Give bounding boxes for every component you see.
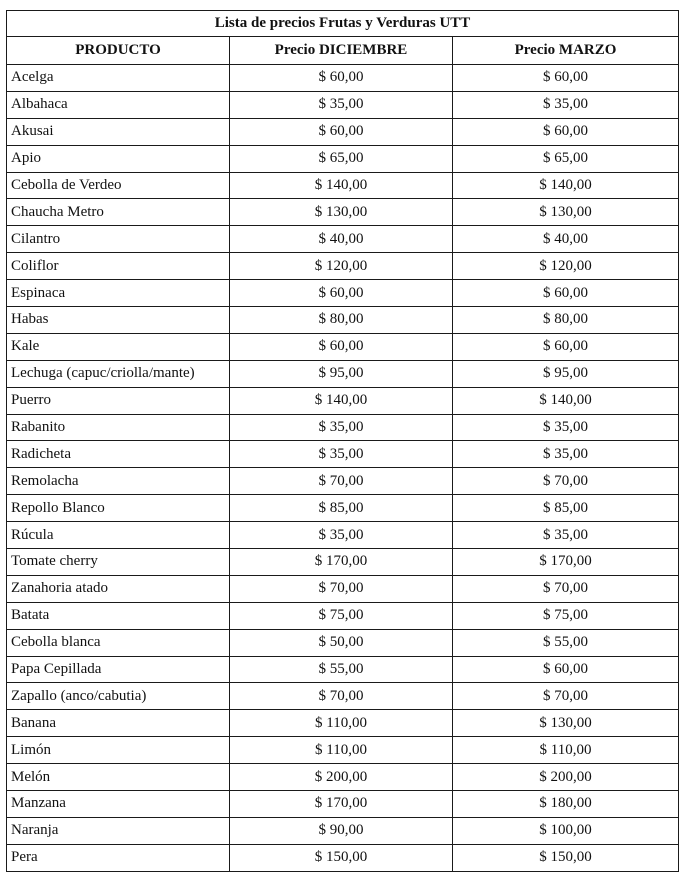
- table-row: [7, 65, 679, 92]
- price-march-cell: $ 70,00: [453, 575, 679, 602]
- table-row: [7, 118, 679, 145]
- price-december-cell: $ 140,00: [230, 387, 453, 414]
- price-march-cell: $ 140,00: [453, 387, 679, 414]
- price-december-cell: $ 85,00: [230, 495, 453, 522]
- price-december-cell: $ 40,00: [230, 226, 453, 253]
- price-march-cell: $ 70,00: [453, 468, 679, 495]
- price-march-cell: $ 60,00: [453, 280, 679, 307]
- price-december-cell: $ 35,00: [230, 414, 453, 441]
- price-december-cell: $ 60,00: [230, 333, 453, 360]
- price-march-cell: $ 60,00: [453, 656, 679, 683]
- product-cell: Akusai: [7, 118, 230, 145]
- price-december-cell: $ 110,00: [230, 737, 453, 764]
- price-march-cell: $ 110,00: [453, 737, 679, 764]
- price-december-cell: $ 35,00: [230, 522, 453, 549]
- price-december-cell: $ 120,00: [230, 253, 453, 280]
- price-december-cell: $ 140,00: [230, 172, 453, 199]
- price-december-cell: $ 35,00: [230, 441, 453, 468]
- table-row: [7, 307, 679, 334]
- table-row: [7, 791, 679, 818]
- price-december-cell: $ 80,00: [230, 307, 453, 334]
- product-cell: Zapallo (anco/cabutia): [7, 683, 230, 710]
- table-title: Lista de precios Frutas y Verduras UTT: [7, 11, 679, 37]
- product-cell: Habas: [7, 307, 230, 334]
- price-december-cell: $ 35,00: [230, 91, 453, 118]
- price-march-cell: $ 150,00: [453, 844, 679, 871]
- product-cell: Papa Cepillada: [7, 656, 230, 683]
- product-cell: Cilantro: [7, 226, 230, 253]
- product-cell: Manzana: [7, 791, 230, 818]
- product-cell: Remolacha: [7, 468, 230, 495]
- table-row: [7, 522, 679, 549]
- table-row: [7, 817, 679, 844]
- price-december-cell: $ 150,00: [230, 844, 453, 871]
- price-march-cell: $ 60,00: [453, 333, 679, 360]
- table-row: [7, 226, 679, 253]
- price-march-cell: $ 35,00: [453, 91, 679, 118]
- product-cell: Rúcula: [7, 522, 230, 549]
- header-price-march: Precio MARZO: [453, 37, 679, 65]
- table-row: [7, 333, 679, 360]
- table-row: [7, 441, 679, 468]
- product-cell: Banana: [7, 710, 230, 737]
- price-march-cell: $ 55,00: [453, 629, 679, 656]
- product-cell: Lechuga (capuc/criolla/mante): [7, 360, 230, 387]
- price-december-cell: $ 75,00: [230, 602, 453, 629]
- price-march-cell: $ 95,00: [453, 360, 679, 387]
- price-december-cell: $ 60,00: [230, 65, 453, 92]
- table-row: [7, 387, 679, 414]
- product-cell: Radicheta: [7, 441, 230, 468]
- table-row: [7, 468, 679, 495]
- table-row: [7, 710, 679, 737]
- price-december-cell: $ 170,00: [230, 549, 453, 576]
- product-cell: Albahaca: [7, 91, 230, 118]
- price-december-cell: $ 70,00: [230, 575, 453, 602]
- product-cell: Rabanito: [7, 414, 230, 441]
- product-cell: Naranja: [7, 817, 230, 844]
- price-march-cell: $ 60,00: [453, 65, 679, 92]
- product-cell: Cebolla de Verdeo: [7, 172, 230, 199]
- product-cell: Kale: [7, 333, 230, 360]
- table-row: [7, 199, 679, 226]
- price-december-cell: $ 60,00: [230, 280, 453, 307]
- price-december-cell: $ 130,00: [230, 199, 453, 226]
- price-march-cell: $ 35,00: [453, 441, 679, 468]
- product-cell: Espinaca: [7, 280, 230, 307]
- product-cell: Batata: [7, 602, 230, 629]
- product-cell: Melón: [7, 764, 230, 791]
- price-december-cell: $ 170,00: [230, 791, 453, 818]
- product-cell: Limón: [7, 737, 230, 764]
- price-december-cell: $ 90,00: [230, 817, 453, 844]
- table-row: [7, 575, 679, 602]
- product-cell: Puerro: [7, 387, 230, 414]
- price-march-cell: $ 200,00: [453, 764, 679, 791]
- price-march-cell: $ 85,00: [453, 495, 679, 522]
- price-list-sheet: [6, 10, 678, 872]
- price-december-cell: $ 60,00: [230, 118, 453, 145]
- price-march-cell: $ 35,00: [453, 414, 679, 441]
- price-march-cell: $ 100,00: [453, 817, 679, 844]
- product-cell: Acelga: [7, 65, 230, 92]
- product-cell: Chaucha Metro: [7, 199, 230, 226]
- price-march-cell: $ 80,00: [453, 307, 679, 334]
- price-march-cell: $ 35,00: [453, 522, 679, 549]
- price-december-cell: $ 95,00: [230, 360, 453, 387]
- table-row: [7, 414, 679, 441]
- price-march-cell: $ 65,00: [453, 145, 679, 172]
- price-december-cell: $ 110,00: [230, 710, 453, 737]
- price-march-cell: $ 130,00: [453, 199, 679, 226]
- price-december-cell: $ 55,00: [230, 656, 453, 683]
- table-row: [7, 253, 679, 280]
- product-cell: Coliflor: [7, 253, 230, 280]
- table-row: [7, 280, 679, 307]
- table-row: [7, 495, 679, 522]
- price-march-cell: $ 60,00: [453, 118, 679, 145]
- price-december-cell: $ 70,00: [230, 468, 453, 495]
- table-row: [7, 145, 679, 172]
- product-cell: Pera: [7, 844, 230, 871]
- header-row: [7, 37, 679, 65]
- price-march-cell: $ 70,00: [453, 683, 679, 710]
- table-row: [7, 549, 679, 576]
- table-row: [7, 172, 679, 199]
- price-march-cell: $ 120,00: [453, 253, 679, 280]
- table-row: [7, 656, 679, 683]
- table-row: [7, 91, 679, 118]
- product-cell: Cebolla blanca: [7, 629, 230, 656]
- table-body: [7, 65, 679, 872]
- table-row: [7, 629, 679, 656]
- table-row: [7, 683, 679, 710]
- price-march-cell: $ 40,00: [453, 226, 679, 253]
- product-cell: Tomate cherry: [7, 549, 230, 576]
- product-cell: Repollo Blanco: [7, 495, 230, 522]
- table-row: [7, 844, 679, 871]
- price-december-cell: $ 200,00: [230, 764, 453, 791]
- price-march-cell: $ 170,00: [453, 549, 679, 576]
- table-row: [7, 360, 679, 387]
- header-product: PRODUCTO: [7, 37, 230, 65]
- price-march-cell: $ 130,00: [453, 710, 679, 737]
- product-cell: Apio: [7, 145, 230, 172]
- price-march-cell: $ 180,00: [453, 791, 679, 818]
- price-march-cell: $ 140,00: [453, 172, 679, 199]
- title-row: [7, 11, 679, 37]
- price-table: [6, 10, 679, 872]
- table-row: [7, 764, 679, 791]
- price-december-cell: $ 50,00: [230, 629, 453, 656]
- price-december-cell: $ 65,00: [230, 145, 453, 172]
- price-december-cell: $ 70,00: [230, 683, 453, 710]
- table-row: [7, 737, 679, 764]
- table-row: [7, 602, 679, 629]
- price-march-cell: $ 75,00: [453, 602, 679, 629]
- product-cell: Zanahoria atado: [7, 575, 230, 602]
- header-price-december: Precio DICIEMBRE: [230, 37, 453, 65]
